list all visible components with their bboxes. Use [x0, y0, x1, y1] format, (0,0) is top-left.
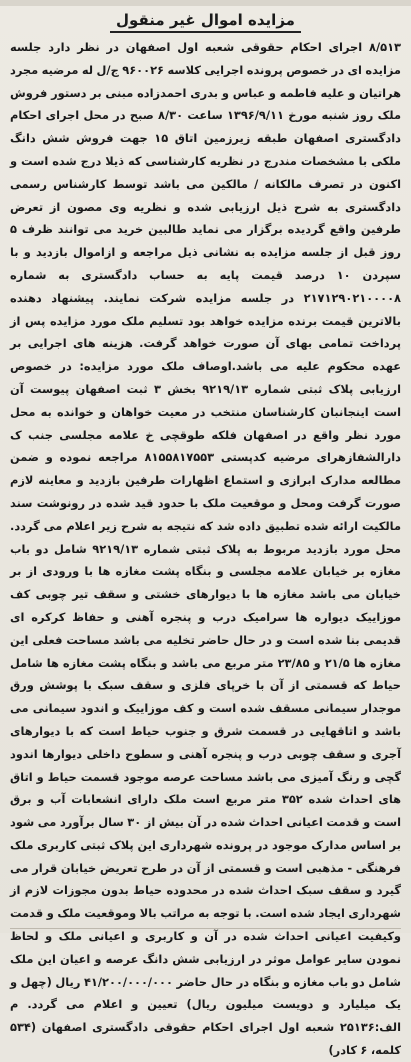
clipping-top-edge: [0, 0, 411, 6]
notice-title: مزایده اموال غیر منقول: [110, 11, 301, 33]
title-area: [10, 10, 401, 33]
bottom-divider: [10, 928, 401, 929]
notice-body: [10, 36, 401, 1062]
notice-paragraph: ۸/۵۱۳ اجرای احکام حقوقی شعبه اول اصفهان در نظر دارد جلسه مزایده ای در خصوص پرونده اجرایی کلاسه ۹۶۰۰۲۶ ج/ل له مرضیه مجرد هراتیان و علیه فاطمه و عباس و بدری احمدزاده مبنی بر دستور فروش ملک روز شنبه مورخ ۱۳۹۶/۹/۱۱ ساعت ۸/۳۰ صبح در محل اجرای احکام دادگستری اصفهان طبقه زیرزمین اتاق ۱۵ جهت فروش شش دانگ ملکی با مشخصات مندرج در نظریه کارشناسی که ذیلا درج شده است و اکنون در تصرف مالکانه / مالکین می باشد توسط کارشناس رسمی دادگستری به شرح ذیل ارزیابی شده و نظریه وی مصون از تعرض طرفین واقع گردیده برگزار می نماید طالبین خرید می توانند ظرف ۵ روز قبل از جلسه مزایده به نشانی ذیل مراجعه و ازاموال بازدید و با سپردن ۱۰ درصد قیمت پایه به حساب دادگستری به شماره ۲۱۷۱۲۹۰۲۱۰۰۰۰۸ در جلسه مزایده شرکت نمایند. پیشنهاد دهنده بالاترین قیمت برنده مزایده خواهد بود تسلیم ملک مورد مزایده پس از پرداخت تمامی بهای آن صورت خواهد گرفت. هزینه های اجرایی بر عهده محکوم علیه می باشد.اوصاف ملک مورد مزایده: در خصوص ارزیابی پلاک ثبتی شماره ۹۲۱۹/۱۳ بخش ۳ ثبت اصفهان پیوست آن است اینجانبان کارشناسان منتخب در معیت خواهان و خوانده به محل مورد نظر واقع در اصفهان فلکه طوقچی خ علامه مجلسی جنب ک دارالشفازهرای مرضیه کدپستی ۸۱۵۵۸۱۷۵۵۳ مراجعه نموده و ضمن مطالعه مدارک ابرازی و استماع اظهارات طرفین بازدید و معاینه لازم صورت گرفت ومحل و موقعیت ملک با حدود قید شده در رونوشت سند مالکیت ارائه شده تطبیق داده شد که نتیجه به شرح زیر اعلام می گردد. محل مورد بازدید مربوط به پلاک ثبتی شماره ۹۲۱۹/۱۳ شامل دو باب مغازه بر خیابان علامه مجلسی و بنگاه پشت مغازه ها با ورودی از بر خیابان می باشد مغازه ها با دیوارهای خشتی و سقف تیر چوبی کف موزاییک دیواره ها سرامیک درب و پنجره آهنی و حفاظ کرکره ای قدیمی بنا شده است و در حال حاضر تخلیه می باشد مساحت فعلی این مغازه ها ۲۱/۵ و ۲۳/۸۵ متر مربع می باشد و بنگاه پشت مغازه ها شامل حیاط که قسمتی از آن با خرپای فلزی و سقف سبک با پوشش ورق موجدار سیمانی مسقف شده است و کف موزاییک و اندود سیمانی می باشد و اتاقهایی در قسمت شرق و جنوب حیاط است که با دیوارهای آجری و سقف چوبی درب و پنجره آهنی و سطوح داخلی دیوارها اندود گچی و رنگ آمیزی می باشد مساحت عرصه موجود قسمت حیاط و اتاق های احداث شده ۳۵۲ متر مربع است ملک دارای انشعابات آب و برق است و قدمت اعیانی احداث شده در آن بیش از ۳۰ سال برآورد می شود بر اساس مدارک موجود در پرونده شهرداری این پلاک ثبتی کاربری ملک فرهنگی - مذهبی است و قسمتی از آن در طرح تعریض خیابان قرار می گیرد و سقف سبک احداث شده در محدوده حیاط بدون مجوزات لازم از شهرداری ایجاد شده است. با توجه به مراتب بالا وموقعیت ملک و قدمت وکیفیت اعیانی احداث شده در آن و کاربری و اعیانی ملک و لحاظ نمودن سایر عوامل موثر در ارزیابی شش دانگ عرصه و اعیان این ملک شامل دو باب مغازه و بنگاه در حال حاضر ۴۱/۲۰۰/۰۰۰/۰۰۰ ریال (چهل و یک میلیارد و دویست میلیون ریال) تعیین و اعلام می گردد. م الف:۲۵۱۳۶ شعبه اول اجرای احکام حقوقی دادگستری اصفهان (۵۳۴ کلمه، ۶ کادر): [10, 40, 402, 1058]
